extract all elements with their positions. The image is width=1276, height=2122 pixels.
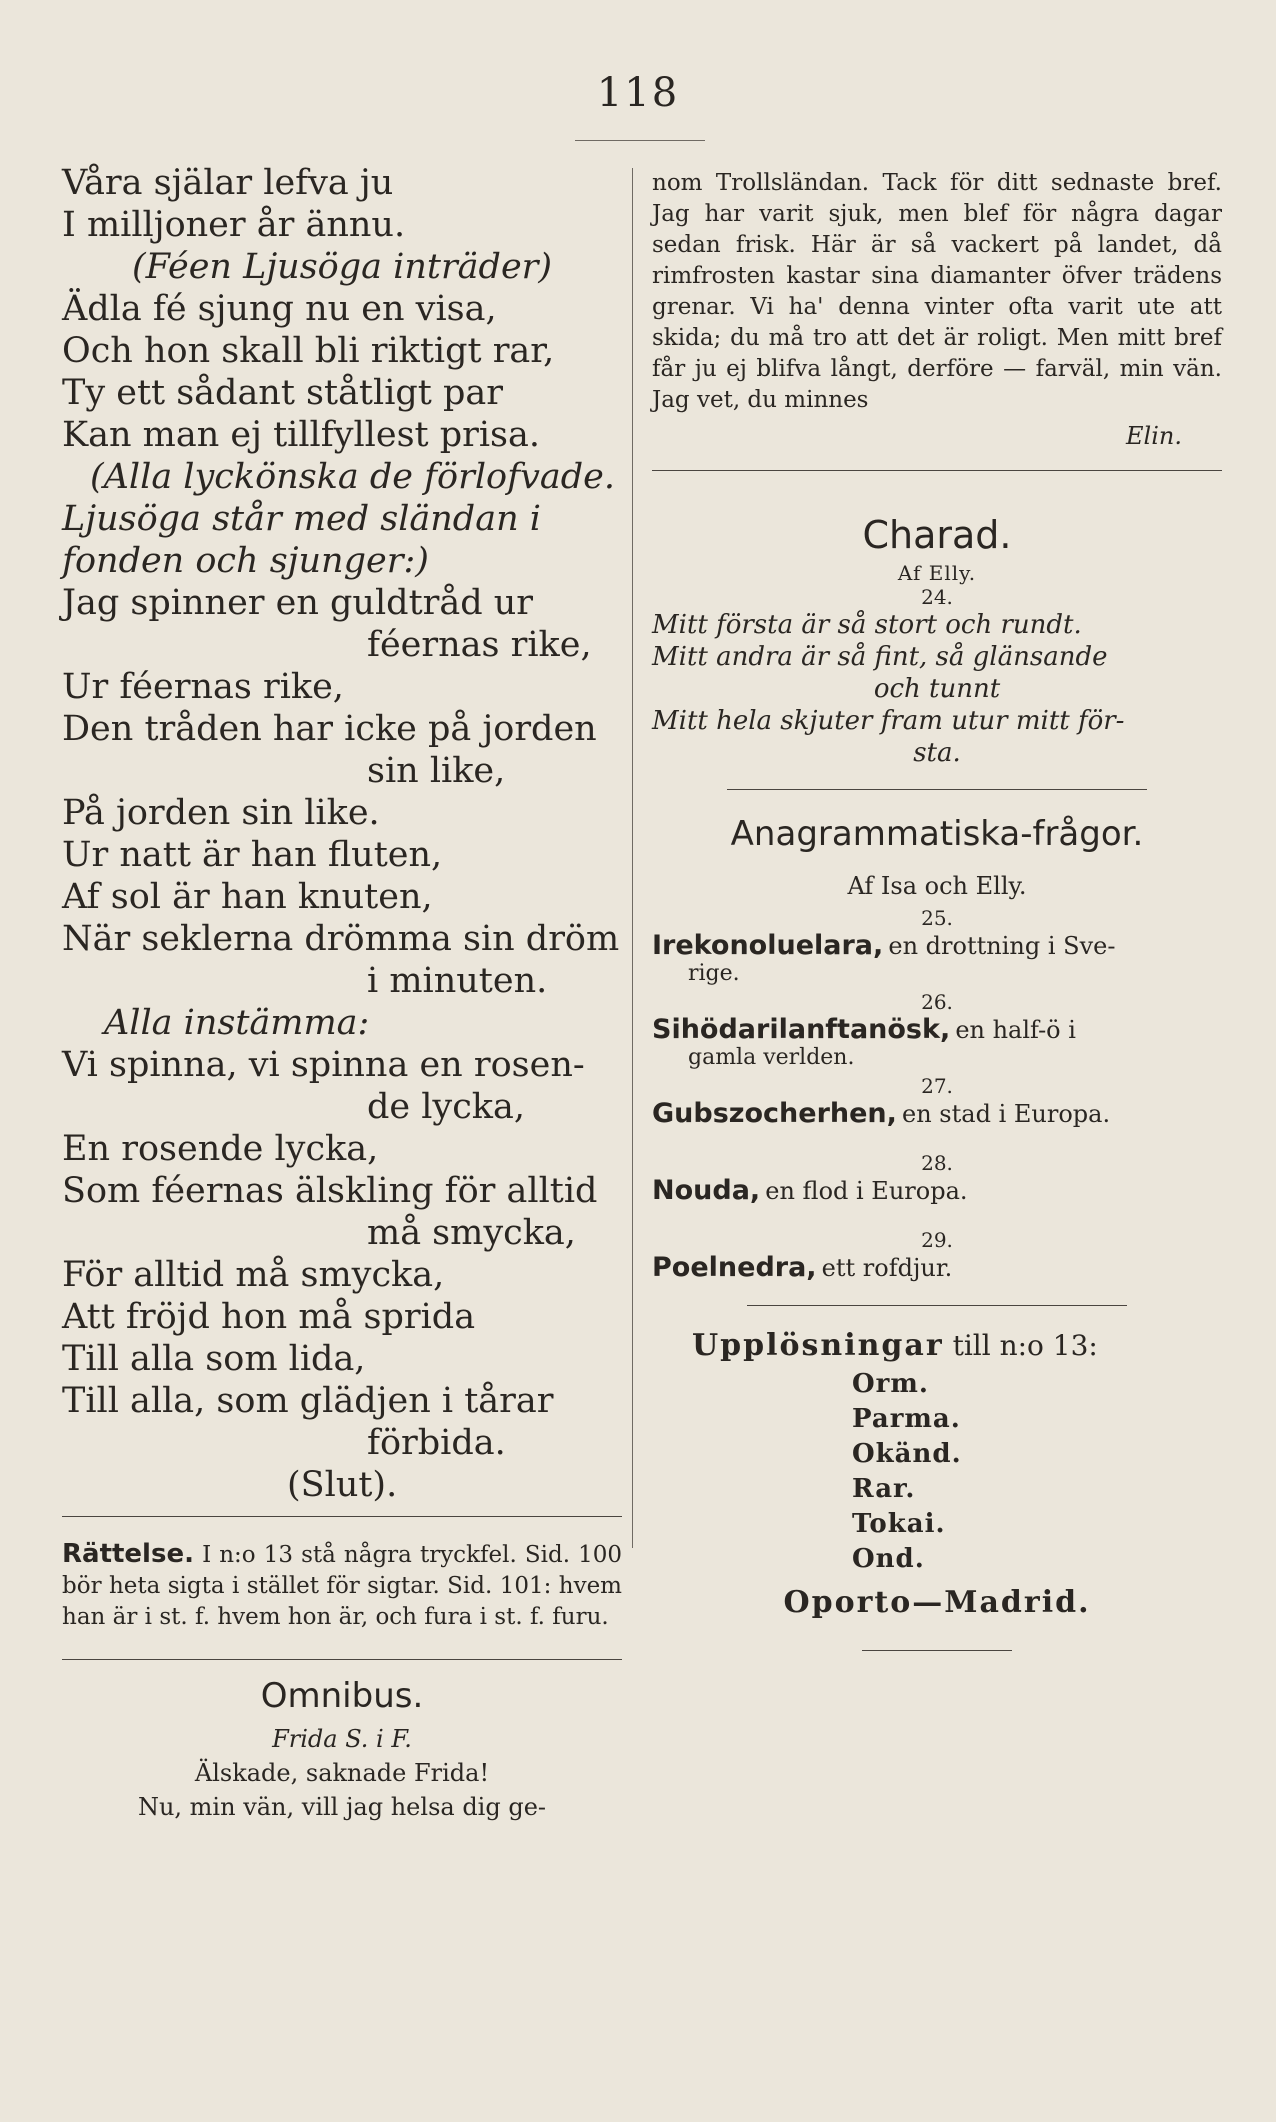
solutions-title: Upplösningar bbox=[692, 1328, 944, 1363]
charad-number: 24. bbox=[921, 585, 953, 609]
anagram-item bbox=[652, 1074, 1222, 1129]
solution-answer: Rar. bbox=[852, 1474, 916, 1504]
anagram-description: en flod i Europa. bbox=[765, 1177, 968, 1205]
stage-direction: (Alla lyckönska de förlofvade. bbox=[90, 457, 615, 497]
poem-line: Af sol är han knuten, bbox=[62, 877, 433, 917]
poem-line: Till alla, som glädjen i tårar bbox=[62, 1381, 554, 1421]
anagram-author: Af Isa och Elly. bbox=[847, 872, 1027, 900]
poem-line: Våra själar lefva ju bbox=[62, 163, 394, 203]
poem-line: För alltid må smycka, bbox=[62, 1255, 445, 1295]
solutions-heading bbox=[652, 1328, 1222, 1363]
letter-continuation bbox=[652, 168, 1222, 416]
stage-direction: Ljusöga står med sländan i bbox=[62, 499, 541, 539]
rattelse-notice bbox=[62, 1539, 622, 1633]
anagram-description-wrap: gamla verlden. bbox=[688, 1045, 855, 1070]
section-rule bbox=[62, 1516, 622, 1517]
charad-line: och tunnt bbox=[873, 674, 1001, 704]
anagram-number: 26. bbox=[921, 990, 953, 1014]
poem-line: I milljoner år ännu. bbox=[62, 205, 406, 245]
poem-line: féernas rike, bbox=[367, 625, 592, 665]
poem-line: På jorden sin like. bbox=[62, 793, 380, 833]
poem-line: de lycka, bbox=[367, 1087, 526, 1127]
stage-direction: Alla instämma: bbox=[104, 1003, 370, 1043]
solutions-suffix: till n:o 13: bbox=[952, 1329, 1098, 1362]
poem bbox=[62, 162, 622, 1506]
anagram-description: en stad i Europa. bbox=[902, 1100, 1111, 1128]
page-number: 118 bbox=[596, 70, 680, 116]
anagram-word: Nouda, bbox=[652, 1175, 761, 1206]
anagram-title: Anagrammatiska-frågor. bbox=[730, 814, 1144, 854]
solutions-list bbox=[852, 1367, 1222, 1577]
omnibus-byline: Frida S. i F. bbox=[272, 1725, 412, 1753]
anagram-word: Sihödarilanftanösk, bbox=[652, 1014, 951, 1045]
anagram-word: Poelnedra, bbox=[652, 1252, 817, 1283]
solution-answer: Ond. bbox=[852, 1544, 925, 1574]
poem-line: Att fröjd hon må sprida bbox=[62, 1297, 476, 1337]
anagram-item bbox=[652, 906, 1222, 986]
poem-line: i minuten. bbox=[367, 961, 548, 1001]
anagram-word: Gubszocherhen, bbox=[652, 1098, 897, 1129]
charad-line: Mitt första är så stort och rundt. bbox=[652, 610, 1082, 640]
anagram-number: 25. bbox=[921, 906, 953, 930]
solution-answer: Parma. bbox=[852, 1404, 961, 1434]
poem-line: Som féernas älskling för alltid bbox=[62, 1171, 598, 1211]
charad-line: Mitt hela skjuter fram utur mitt för- bbox=[652, 706, 1125, 736]
page-number-rule bbox=[575, 140, 705, 141]
anagram-item bbox=[652, 1228, 1222, 1283]
section-rule bbox=[727, 789, 1147, 790]
poem-line: Ur natt är han fluten, bbox=[62, 835, 443, 875]
solution-answer: Okänd. bbox=[852, 1439, 962, 1469]
poem-end: (Slut). bbox=[287, 1465, 398, 1505]
poem-line: må smycka, bbox=[367, 1213, 576, 1253]
section-rule bbox=[62, 1659, 622, 1660]
anagram-item bbox=[652, 990, 1222, 1070]
solution-answer: Orm. bbox=[852, 1369, 929, 1399]
poem-line: Den tråden har icke på jorden bbox=[62, 709, 597, 749]
poem-line: förbida. bbox=[367, 1423, 506, 1463]
column-divider bbox=[632, 168, 633, 1548]
section-rule bbox=[652, 470, 1222, 471]
poem-line: Och hon skall bli riktigt rar, bbox=[62, 331, 555, 371]
solution-answer: Tokai. bbox=[852, 1509, 946, 1539]
anagram-number: 29. bbox=[921, 1228, 953, 1252]
anagram-number: 27. bbox=[921, 1074, 953, 1098]
anagram-item bbox=[652, 1151, 1222, 1206]
anagram-description: en drottning i Sve- bbox=[888, 932, 1116, 960]
omnibus-greeting: Älskade, saknade Frida! bbox=[194, 1759, 490, 1787]
poem-line: När seklerna drömma sin dröm bbox=[62, 919, 620, 959]
anagram-description: en half-ö i bbox=[955, 1016, 1076, 1044]
charad-line: Mitt andra är så fint, så glänsande bbox=[652, 642, 1108, 672]
rattelse-heading: Rättelse. bbox=[62, 1539, 194, 1569]
stage-direction: (Féen Ljusöga inträder) bbox=[131, 247, 553, 287]
anagram-description: ett rofdjur. bbox=[821, 1254, 953, 1282]
charad-title: Charad. bbox=[862, 513, 1012, 557]
poem-line: sin like, bbox=[367, 751, 506, 791]
anagram-description-wrap: rige. bbox=[688, 961, 740, 986]
charad-author: Af Elly. bbox=[897, 561, 977, 585]
letter-signature: Elin. bbox=[1126, 422, 1182, 450]
charad-line: sta. bbox=[913, 738, 961, 768]
right-column bbox=[652, 168, 1222, 1651]
section-rule bbox=[747, 1305, 1127, 1306]
omnibus-title: Omnibus. bbox=[260, 1676, 424, 1716]
solution-final-answer: Oporto—Madrid. bbox=[783, 1585, 1091, 1620]
poem-line: Till alla som lida, bbox=[62, 1339, 366, 1379]
poem-line: Ädla fé sjung nu en visa, bbox=[62, 289, 497, 329]
poem-line: Ur féernas rike, bbox=[62, 667, 344, 707]
stage-direction: fonden och sjunger:) bbox=[62, 541, 429, 581]
poem-line: En rosende lycka, bbox=[62, 1129, 379, 1169]
left-column bbox=[62, 162, 622, 1824]
section-rule bbox=[862, 1650, 1012, 1651]
anagram-number: 28. bbox=[921, 1151, 953, 1175]
rattelse-text: I n:o 13 stå några tryckfel. Sid. 100 bör heta sigta i stället för sigtar. Sid. 101: hvem han är i st. f. hvem hon är, och fura i st. f. furu. bbox=[62, 1542, 623, 1630]
poem-line: Ty ett sådant ståtligt par bbox=[62, 373, 503, 413]
poem-line: Kan man ej tillfyllest prisa. bbox=[62, 415, 541, 455]
poem-line: Vi spinna, vi spinna en rosen- bbox=[62, 1045, 585, 1085]
omnibus-text: Nu, min vän, vill jag helsa dig ge- bbox=[137, 1793, 547, 1821]
letter-text: nom Trollsländan. Tack för ditt sednaste bref. Jag har varit sjuk, men blef för några dagar sedan frisk. Här är så vackert på landet, då rimfrosten kastar sina diamanter öfver trädens grenar. Vi ha' denna vinter ofta varit ute att skida; du må tro att det är roligt. Men mitt bref får ju ej blifva långt, derföre — farväl, min vän. Jag vet, du minnes bbox=[652, 170, 1222, 413]
anagram-word: Irekonoluelara, bbox=[652, 930, 884, 961]
poem-line: Jag spinner en guldtråd ur bbox=[62, 583, 534, 623]
